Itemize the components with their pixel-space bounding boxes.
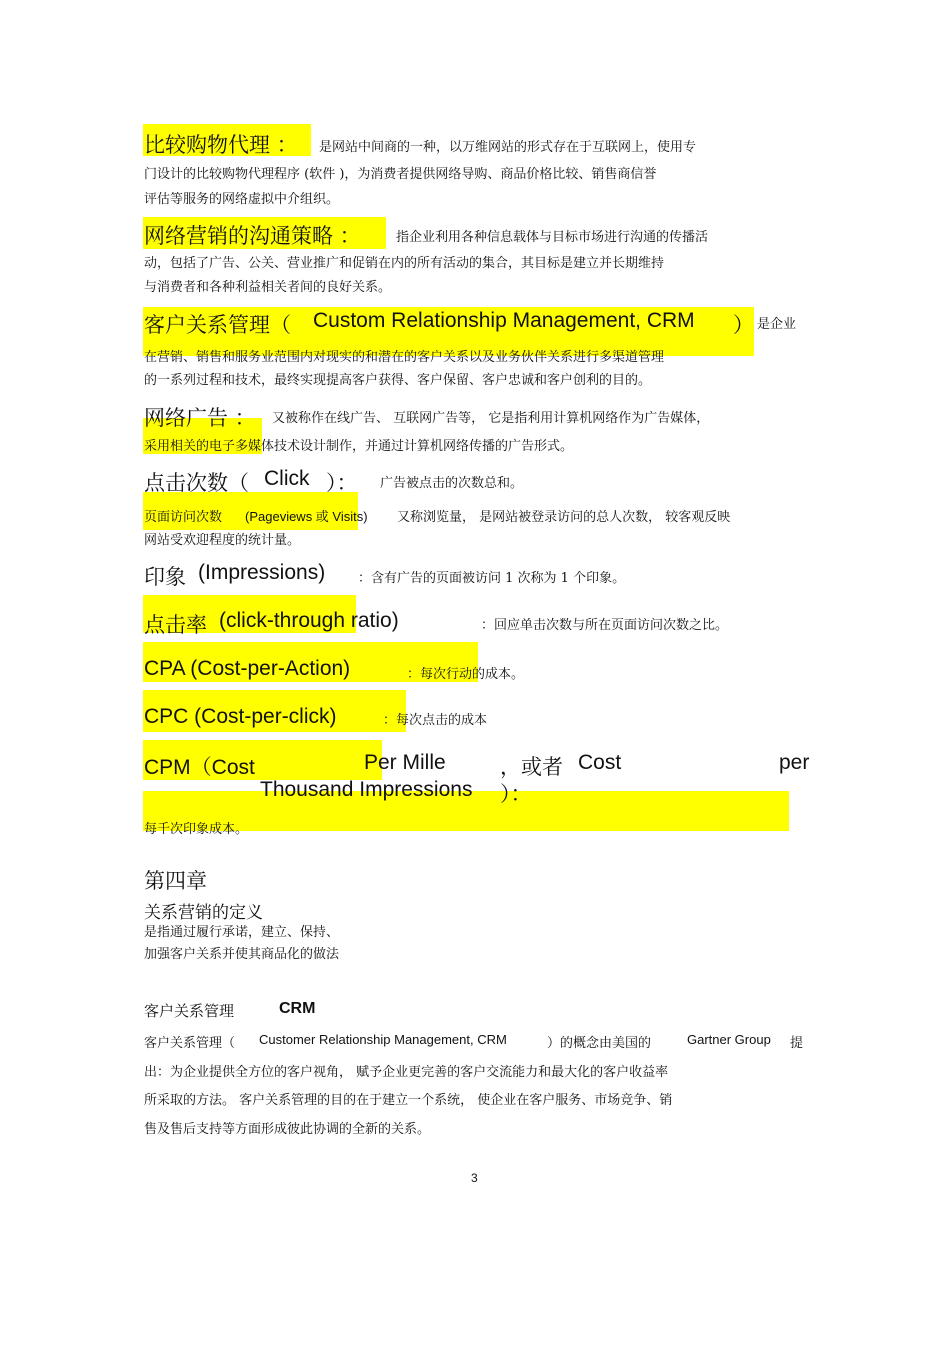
def-cpa: ：每次行动的成本。: [407, 667, 525, 682]
term-pageviews: 页面访问次数: [144, 510, 223, 525]
crm-p1-e: 提: [790, 1036, 804, 1051]
def-guanggao-line1: 又被称作在线广告、 互联网广告等， 它是指利用计算机网络作为广告媒体，: [272, 411, 710, 426]
term-crm-cn: 客户关系管理（: [144, 313, 291, 337]
crm-p2: 出：为企业提供全方位的客户视角， 赋予企业更完善的客户交流能力和最大化的客户收益率: [144, 1065, 669, 1080]
term-click-cn: 点击次数（: [144, 471, 249, 495]
chapter-line2: 加强客户关系并使其商品化的做法: [144, 947, 340, 962]
term-goutong: 网络营销的沟通策略 ：: [144, 224, 361, 248]
term-cpm-7: ）：: [500, 782, 532, 806]
term-cpm-5: per: [779, 751, 810, 774]
term-impressions-en: (Impressions): [198, 561, 326, 584]
page-number: 3: [471, 1171, 478, 1185]
term-cpm-3: ，或者: [500, 755, 563, 779]
crm-p1-c: ）的概念由美国的: [547, 1036, 652, 1051]
def-cpm: 每千次印象成本。: [144, 822, 249, 837]
term-cpa: CPA (Cost-per-Action): [144, 657, 351, 680]
def-impressions: ：含有广告的页面被访问 1 次称为 1 个印象。: [358, 571, 626, 586]
def-click: 广告被点击的次数总和。: [380, 476, 524, 491]
crm-p1-a: 客户关系管理（: [144, 1036, 236, 1051]
def-goutong-line1: 指企业利用各种信息载体与目标市场进行沟通的传播活: [396, 230, 709, 245]
term-click-en: Click: [264, 467, 310, 490]
term-click-close: ）：: [326, 471, 358, 495]
term-cpm-1: CPM（Cost: [144, 756, 255, 779]
term-guanggao: 网络广告 ：: [144, 406, 256, 430]
term-cpm-6: Thousand Impressions: [260, 778, 473, 801]
term-crm-close: ）: [733, 313, 754, 337]
def-ctr: ：回应单击次数与所在页面访问次数之比。: [481, 618, 729, 633]
chapter-subtitle: 关系营销的定义: [144, 903, 263, 923]
def-crm-tail: 是企业: [757, 317, 797, 332]
def-goutong-line3: 与消费者和各种利益相关者间的良好关系。: [144, 280, 392, 295]
term-cpm-2: Per Mille: [364, 751, 446, 774]
def-pageviews-line2: 网站受欢迎程度的统计量。: [144, 533, 301, 548]
term-impressions-cn: 印象: [144, 565, 186, 589]
def-bijiao-line2: 门设计的比较购物代理程序 (软件 )，为消费者提供网络导购、商品价格比较、销售商信誉: [144, 167, 657, 182]
def-crm-line3: 的一系列过程和技术，最终实现提高客户获得、客户保留、客户忠诚和客户创利的目的。: [144, 373, 652, 388]
term-ctr-cn: 点击率: [144, 613, 207, 637]
def-bijiao-line3: 评估等服务的网络虚拟中介组织。: [144, 192, 340, 207]
chapter-line1: 是指通过履行承诺，建立、保持、: [144, 925, 340, 940]
term-bijiao: 比较购物代理 ：: [144, 133, 298, 157]
crm-p1-d: Gartner Group: [687, 1032, 771, 1047]
term-cpm-4: Cost: [578, 751, 622, 774]
crm-p4: 售及售后支持等方面形成彼此协调的全新的关系。: [144, 1122, 431, 1137]
crm-section-heading-cn: 客户关系管理: [144, 1002, 235, 1020]
def-crm-line2: 在营销、销售和服务业范围内对现实的和潜在的客户关系以及业务伙伴关系进行多渠道管理: [144, 350, 665, 365]
def-cpc: ：每次点击的成本: [383, 713, 488, 728]
term-crm-en: Custom Relationship Management, CRM: [313, 309, 695, 332]
def-bijiao-line1: 是网站中间商的一种，以万维网站的形式存在于互联网上，使用专: [319, 140, 697, 155]
term-pageviews-en: (Pageviews 或 Visits): [245, 509, 368, 524]
term-cpc: CPC (Cost-per-click): [144, 705, 337, 728]
crm-p3: 所采取的方法。 客户关系管理的目的在于建立一个系统， 使企业在客户服务、市场竞争、销: [144, 1093, 673, 1108]
crm-section-heading-en: CRM: [279, 1000, 316, 1017]
crm-p1-b: Customer Relationship Management, CRM: [259, 1032, 507, 1047]
def-guanggao-line2: 采用相关的电子多媒体技术设计制作，并通过计算机网络传播的广告形式。: [144, 439, 574, 454]
def-pageviews-line1: 又称浏览量， 是网站被登录访问的总人次数， 较客观反映: [397, 510, 731, 525]
chapter-title: 第四章: [144, 869, 207, 893]
def-goutong-line2: 动，包括了广告、公关、营业推广和促销在内的所有活动的集合，其目标是建立并长期维持: [144, 256, 665, 271]
term-ctr-en: (click-through ratio): [219, 609, 399, 632]
